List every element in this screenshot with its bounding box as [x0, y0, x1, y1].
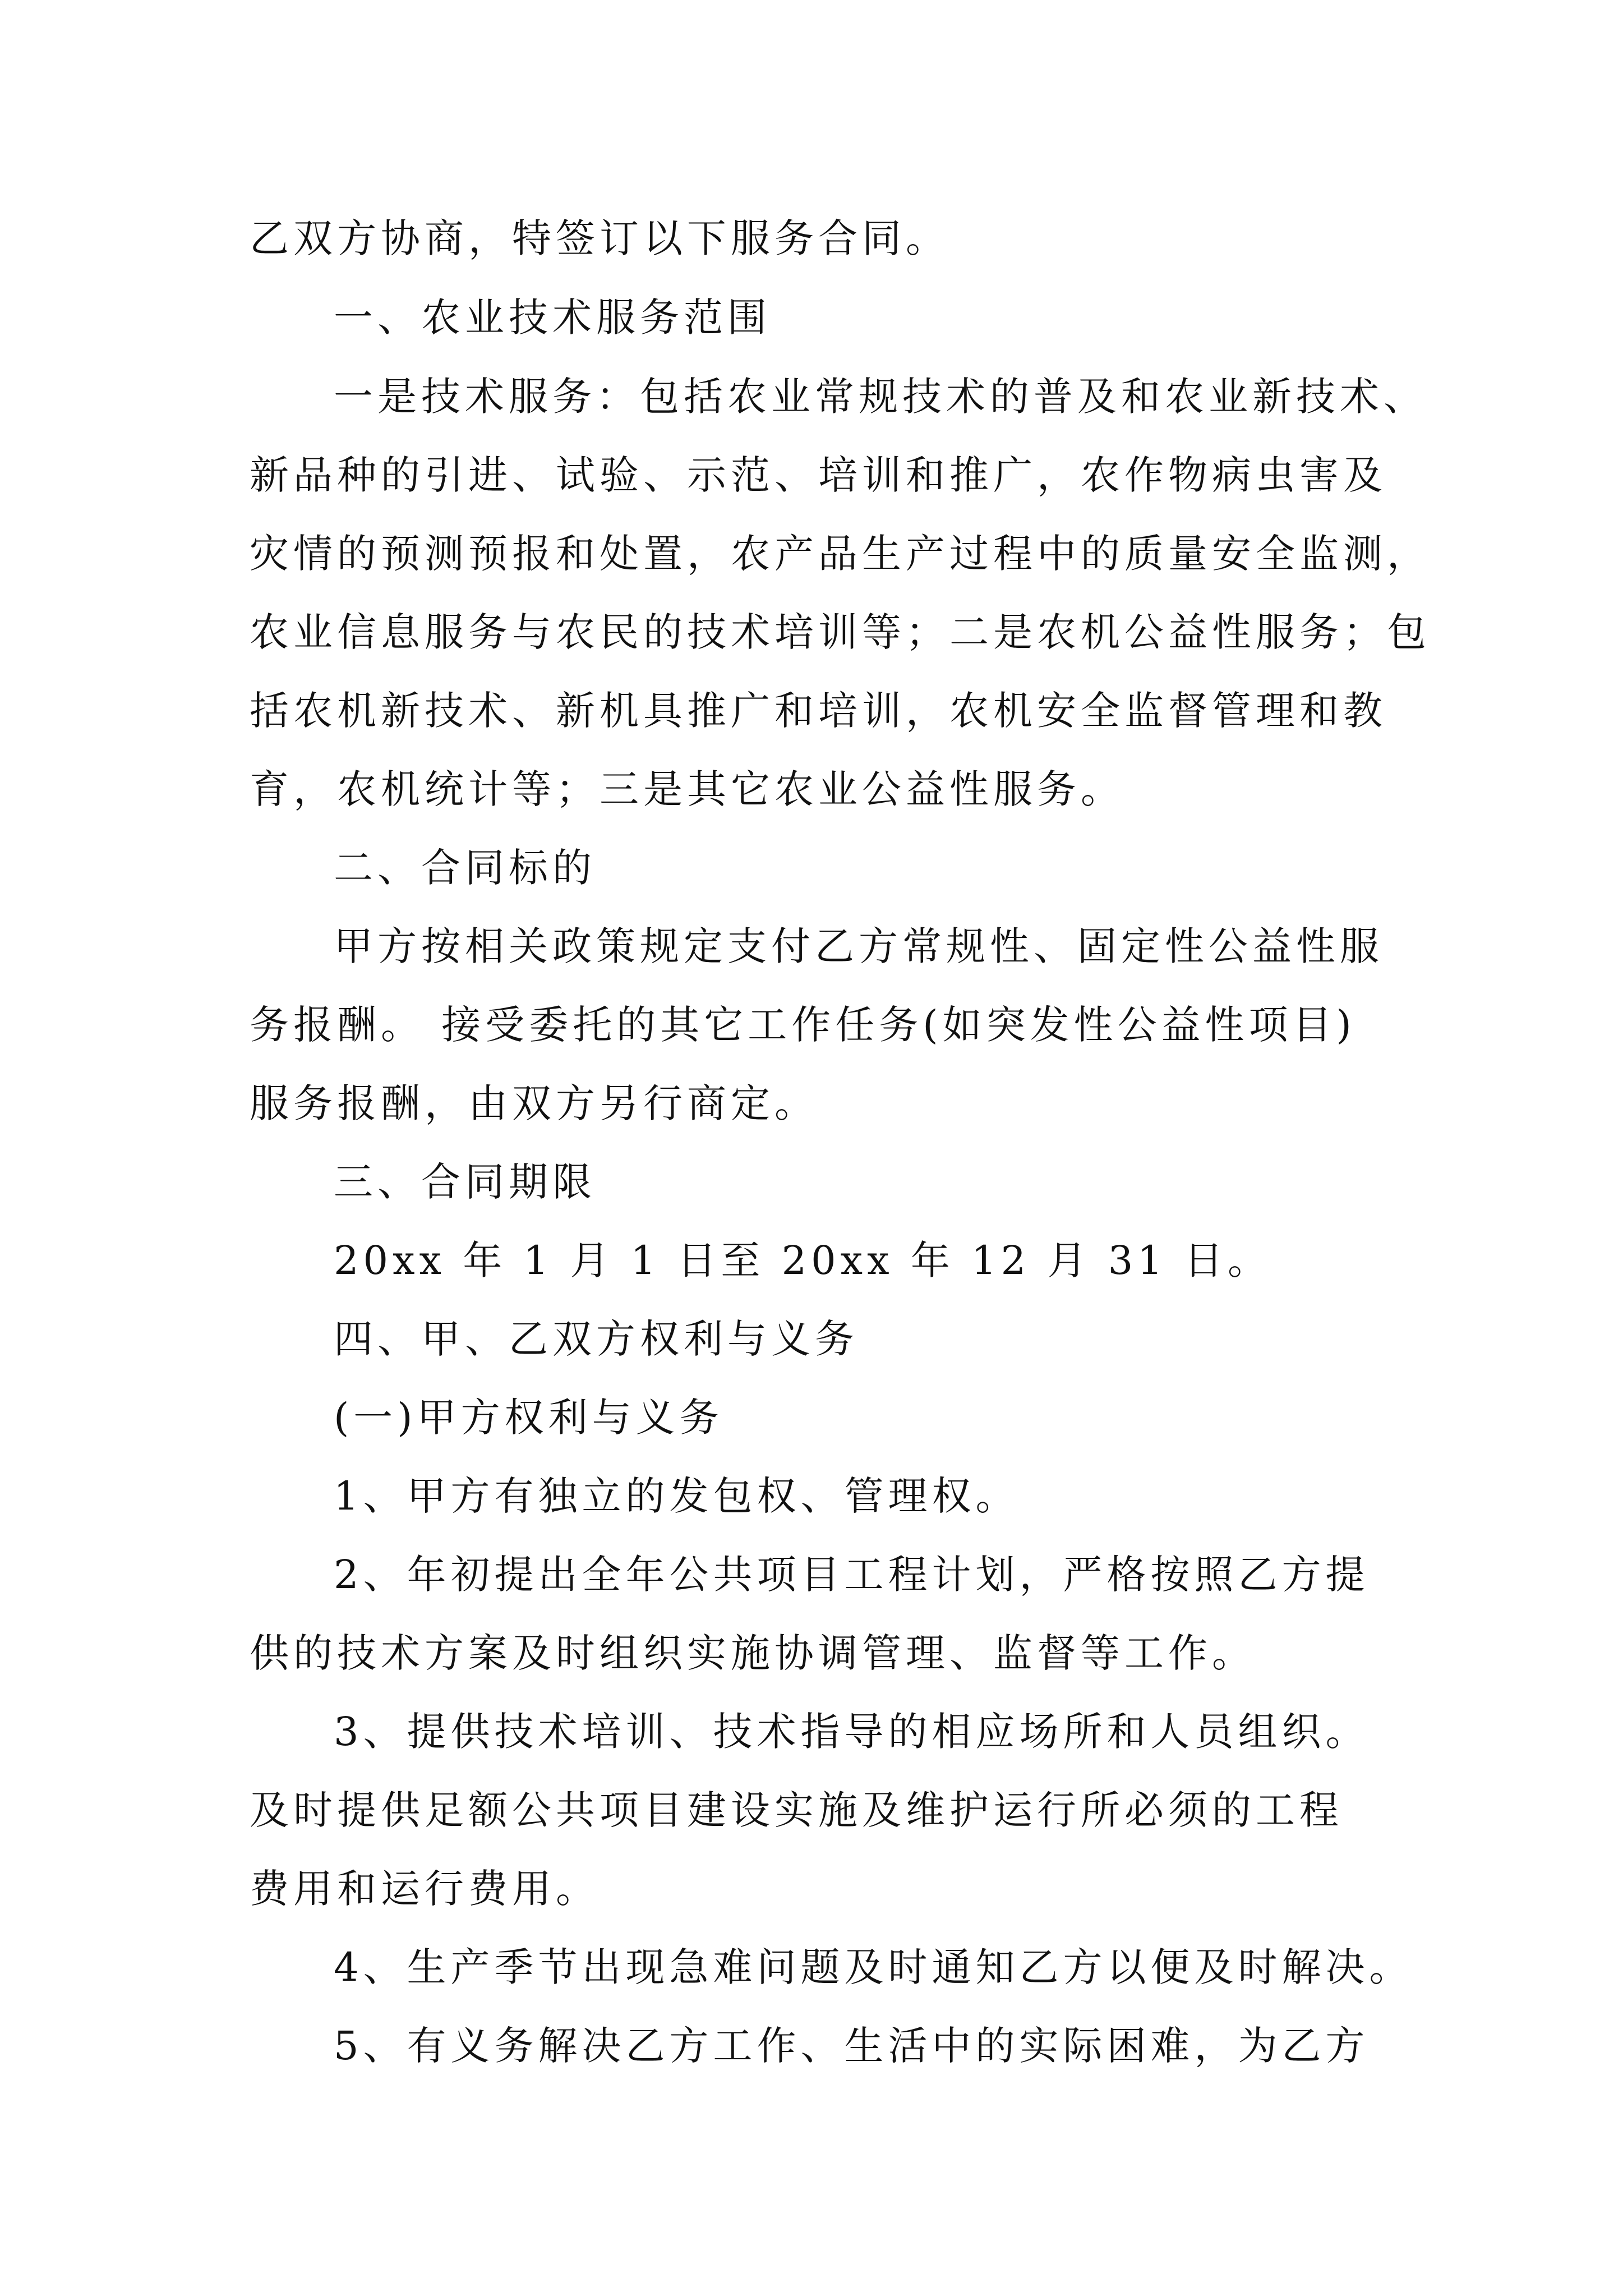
paragraph-line: 服务报酬，由双方另行商定。: [250, 1080, 818, 1126]
list-item: 5、有义务解决乙方工作、生活中的实际困难，为乙方: [334, 2023, 1370, 2069]
paragraph-line: 乙双方协商，特签订以下服务合同。: [250, 215, 949, 261]
section-heading: 二、合同标的: [334, 845, 596, 891]
paragraph-line: 甲方按相关政策规定支付乙方常规性、固定性公益性服: [334, 923, 1384, 969]
paragraph-line: 务报酬。 接受委托的其它工作任务(如突发性公益性项目): [250, 1002, 1356, 1048]
section-heading: 一、农业技术服务范围: [334, 295, 771, 341]
paragraph-line: 灾情的预测预报和处置，农产品生产过程中的质量安全监测，: [250, 531, 1431, 577]
paragraph-line: 一是技术服务：包括农业常规技术的普及和农业新技术、: [334, 374, 1427, 420]
list-item: 3、提供技术培训、技术指导的相应场所和人员组织。: [334, 1709, 1370, 1755]
list-item: 1、甲方有独立的发包权、管理权。: [334, 1473, 1020, 1519]
paragraph-line: 费用和运行费用。: [250, 1866, 600, 1912]
paragraph-line: 农业信息服务与农民的技术培训等；二是农机公益性服务；包: [250, 609, 1431, 655]
section-heading: 三、合同期限: [334, 1159, 596, 1205]
paragraph-line: 及时提供足额公共项目建设实施及维护运行所必须的工程: [250, 1787, 1343, 1833]
paragraph-line: 20xx 年 1 月 1 日至 20xx 年 12 月 31 日。: [334, 1237, 1272, 1283]
paragraph-line: 育，农机统计等；三是其它农业公益性服务。: [250, 766, 1124, 812]
paragraph-line: 括农机新技术、新机具推广和培训，农机安全监督管理和教: [250, 688, 1387, 734]
section-heading: 四、甲、乙双方权利与义务: [334, 1316, 859, 1362]
paragraph-line: 供的技术方案及时组织实施协调管理、监督等工作。: [250, 1630, 1256, 1676]
subsection-heading: (一)甲方权利与义务: [334, 1395, 723, 1441]
paragraph-line: 新品种的引进、试验、示范、培训和推广，农作物病虫害及: [250, 452, 1387, 498]
list-item: 2、年初提出全年公共项目工程计划，严格按照乙方提: [334, 1552, 1370, 1598]
list-item: 4、生产季节出现急难问题及时通知乙方以便及时解决。: [334, 1944, 1413, 1990]
